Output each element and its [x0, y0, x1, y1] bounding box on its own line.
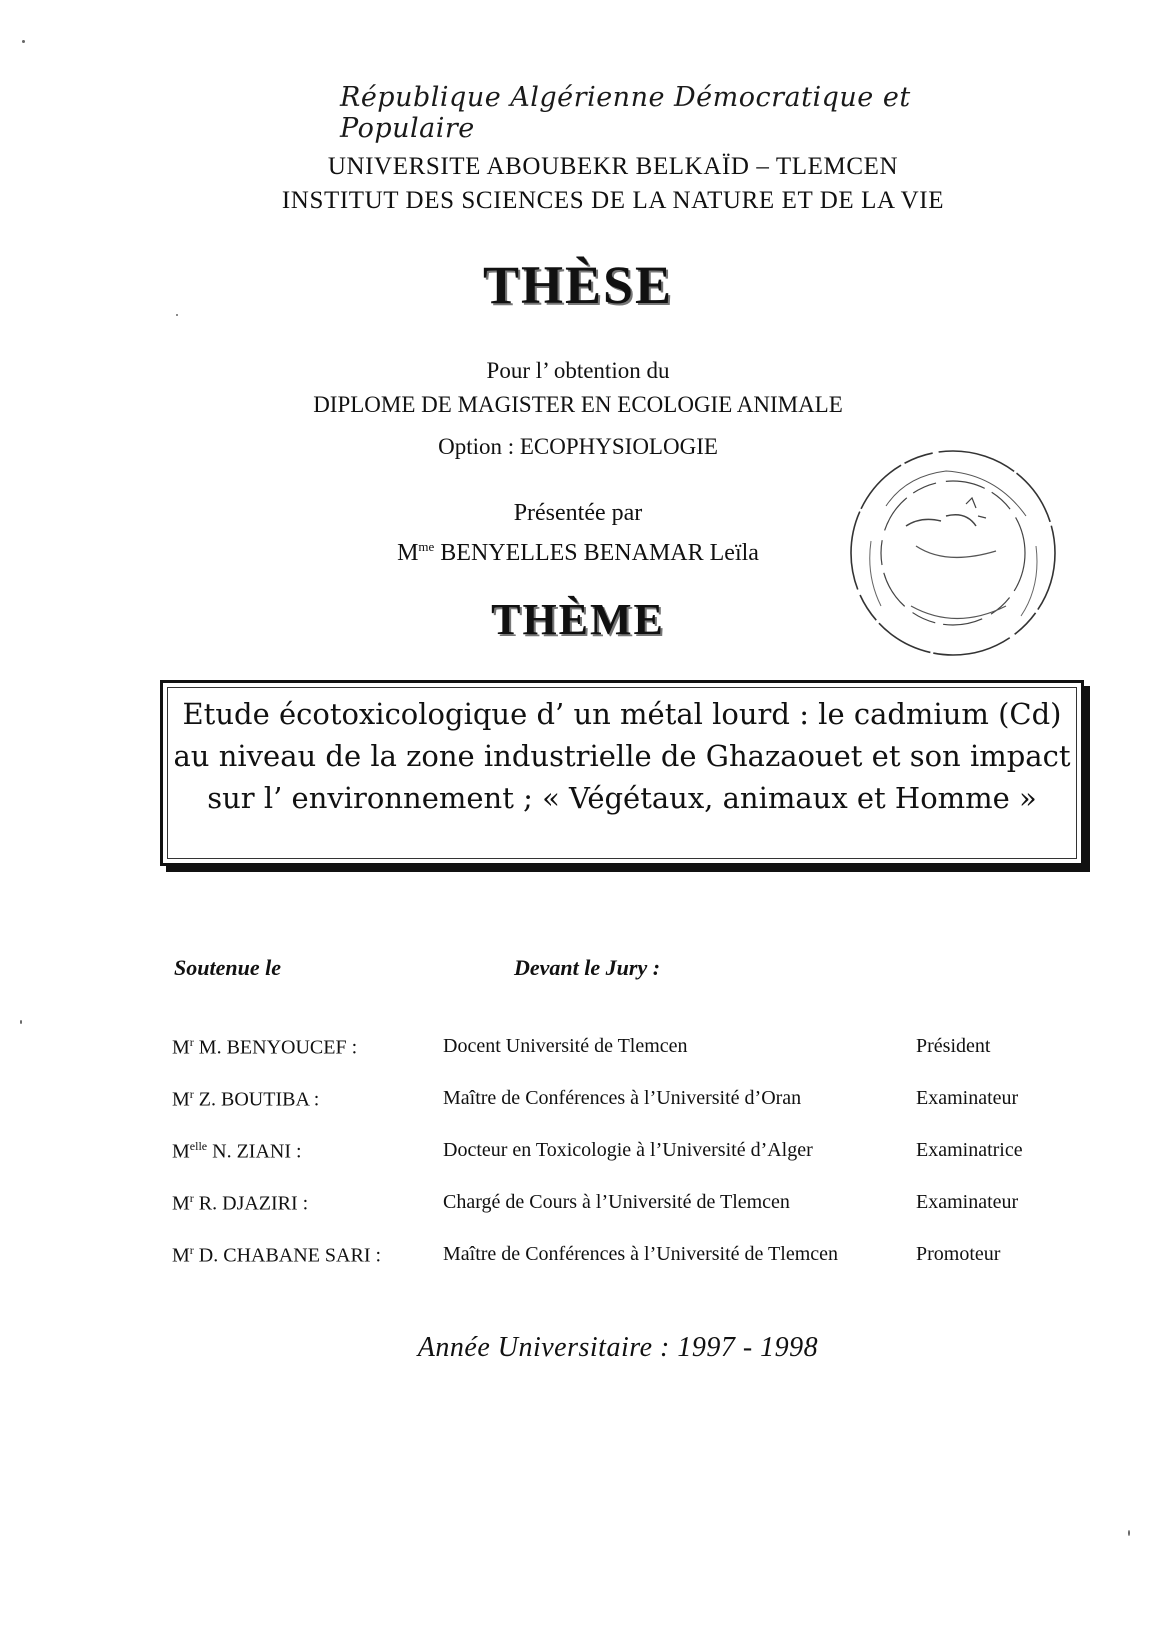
author-name: BENYELLES BENAMAR Leïla — [434, 540, 759, 566]
devant-jury-label: Devant le Jury : — [514, 955, 661, 980]
republic-heading: République Algérienne Démocratique et Populaire — [340, 82, 911, 144]
jury-member-affiliation: Maître de Conférences à l’Université d’Oran — [443, 1087, 802, 1109]
jury-member-name: $M^{elle}$ N. ZIANI : — [172, 1139, 302, 1163]
jury-member-name: $M^r$ D. CHABANE SARI : — [172, 1243, 382, 1267]
institute-name: INSTITUT DES SCIENCES DE LA NATURE ET DE LA VIE — [281, 187, 945, 214]
jury-member-role: Promoteur — [916, 1243, 1001, 1265]
jury-row — [172, 1139, 1052, 1169]
university-name: UNIVERSITE ABOUBEKR BELKAÏD – TLEMCEN — [327, 153, 899, 180]
soutenue-label: Soutenue le — [174, 955, 281, 980]
academic-year: Année Universitaire : 1997 - 1998 — [417, 1332, 819, 1363]
jury-member-role: Examinateur — [916, 1087, 1019, 1109]
jury-member-name: $M^r$ Z. BOUTIBA : — [172, 1087, 320, 1111]
option-line: Option : ECOPHYSIOLOGIE — [438, 434, 718, 459]
purpose-line1: Pour l’ obtention du — [486, 358, 670, 383]
author-title-sup: me — [418, 539, 435, 554]
jury-member-role: Examinateur — [916, 1191, 1019, 1213]
scan-speck — [1128, 1530, 1130, 1536]
jury-row — [172, 1035, 1052, 1065]
jury-member-affiliation: Maître de Conférences à l’Université de Tlemcen — [443, 1243, 839, 1265]
library-stamp — [846, 446, 1060, 660]
university-block — [0, 150, 1156, 218]
purpose-line2: DIPLOME DE MAGISTER EN ECOLOGIE ANIMALE — [313, 392, 843, 417]
jury-member-affiliation: Docent Université de Tlemcen — [443, 1035, 688, 1057]
jury-member-role: Président — [916, 1035, 991, 1057]
thesis-title: THÈSE — [482, 255, 674, 315]
jury-member-affiliation: Chargé de Cours à l’Université de Tlemcen — [443, 1191, 790, 1213]
scan-speck — [20, 1020, 22, 1024]
jury-member-role: Examinatrice — [916, 1139, 1023, 1161]
theme-label: THÈME — [491, 595, 665, 644]
presented-by: Présentée par — [513, 500, 643, 526]
theme-title-box — [160, 680, 1084, 866]
jury-row — [172, 1191, 1052, 1221]
purpose-block — [0, 354, 1156, 422]
author-title: M — [397, 540, 419, 566]
scan-speck — [176, 314, 178, 316]
jury-row — [172, 1087, 1052, 1117]
jury-member-affiliation: Docteur en Toxicologie à l’Université d’Alger — [443, 1139, 813, 1161]
scan-speck — [22, 40, 25, 43]
jury-row — [172, 1243, 1052, 1273]
jury-member-name: $M^r$ M. BENYOUCEF : — [172, 1035, 358, 1059]
theme-title-text: Etude écotoxicologique d’ un métal lourd : le cadmium (Cd) au niveau de la zone industrielle de Ghazaouet et son impact sur l’ environnement ; « Végétaux, animaux et Homme » — [173, 697, 1071, 815]
jury-member-name: $M^r$ R. DJAZIRI : — [172, 1191, 309, 1215]
